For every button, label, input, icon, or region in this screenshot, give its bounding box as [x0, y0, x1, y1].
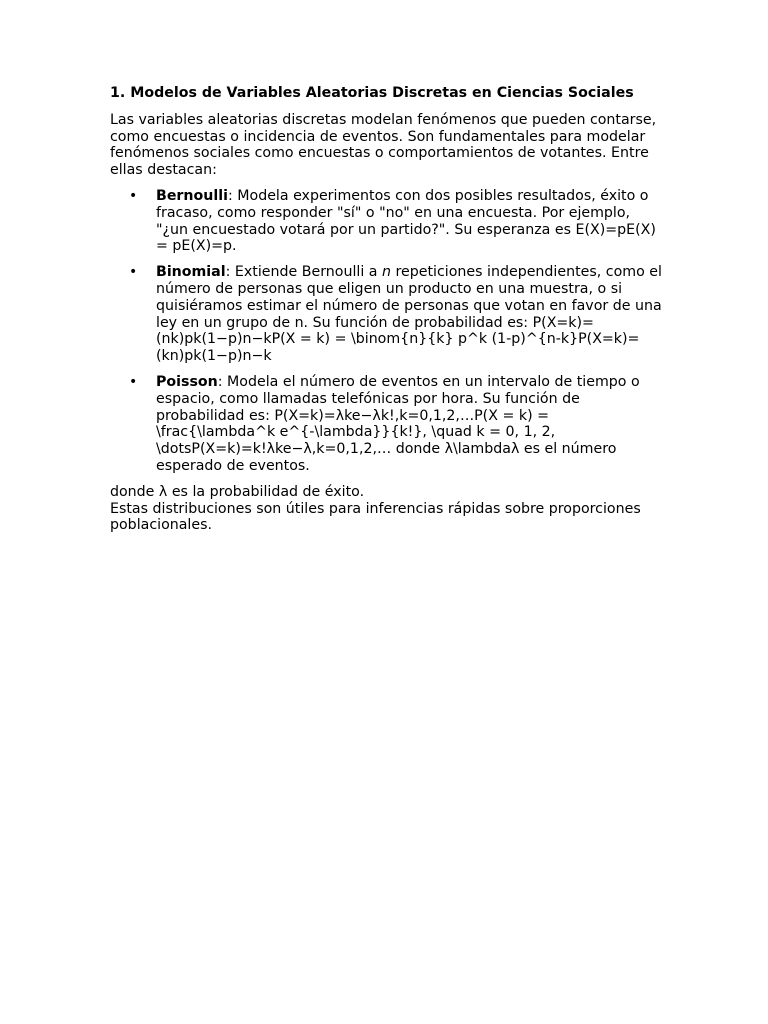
closing-line-1: donde λ es la probabilidad de éxito. — [110, 483, 365, 500]
bernoulli-description: : Modela experimentos con dos posibles resultados, éxito o fracaso, como responder "sí" o "no" en una encuesta. Por ejemplo, "¿un encuestado votará por un partido?". Su esperanza es E(X)=pE(X) = pE(X)=p. — [156, 187, 656, 255]
closing-line-2: Estas distribuciones son útiles para inferencias rápidas sobre proporciones poblacionales. — [110, 500, 641, 534]
binomial-description-end: repeticiones independientes, como el número de personas que eligen un producto en una muestra, o si quisiéramos estimar el número de personas que votan en favor de una ley en un grupo de n. Su función de probabilidad es: P(X=k)=(nk)pk(1−p)n−kP(X = k) = \binom{n}{k} p^k (1-p)^{n-k}P(X=k)=(kn)pk(1−p)n−k — [156, 264, 662, 365]
poisson-description: : Modela el número de eventos en un intervalo de tiempo o espacio, como llamadas telefónicas por hora. Su función de probabilidad es: P(X=k)=λke−λk!,k=0,1,2,…P(X = k) = \frac{\lambda^k e^{-\lambda}}{k!}, \quad k = 0, 1, 2, \dotsP(X=k)=k!λke−λ,k=0,1,2,… donde λ\lambdaλ es el número esperado de eventos. — [156, 373, 640, 474]
bullet-icon: • — [129, 373, 138, 390]
list-item-binomial — [110, 264, 662, 365]
term-binomial: Binomial — [156, 264, 226, 281]
list-item-poisson — [110, 374, 662, 475]
section-heading: 1. Modelos de Variables Aleatorias Discretas en Ciencias Sociales — [110, 85, 634, 101]
binomial-n-variable: n — [381, 264, 391, 281]
distribution-list — [110, 188, 662, 475]
bullet-icon: • — [129, 187, 138, 204]
list-item-bernoulli — [110, 188, 662, 255]
binomial-description-start: : Extiende Bernoulli a — [225, 264, 382, 281]
document-page — [110, 85, 662, 534]
term-poisson: Poisson — [156, 373, 218, 390]
closing-paragraph — [110, 484, 662, 534]
intro-paragraph: Las variables aleatorias discretas modelan fenómenos que pueden contarse, como encuestas o incidencia de eventos. Son fundamentales para modelar fenómenos sociales como encuestas o comportamientos de votantes. Entre ellas destacan: — [110, 111, 657, 179]
bullet-icon: • — [129, 264, 138, 281]
term-bernoulli: Bernoulli — [156, 187, 228, 204]
